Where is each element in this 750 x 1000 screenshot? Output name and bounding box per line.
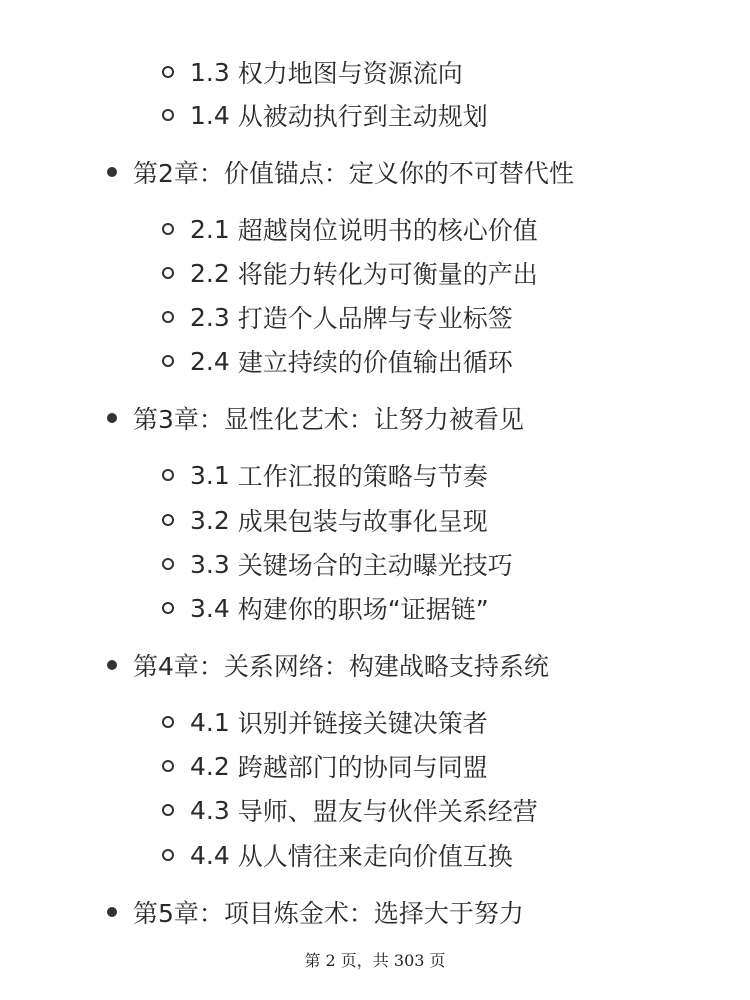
section-number: 2.1 [190,214,230,244]
hollow-bullet-icon [162,760,174,772]
chapter-title: 第2章：价值锚点：定义你的不可替代性 [133,159,574,188]
toc-section-4-3 [162,790,538,830]
section-number: 4.3 [190,795,230,825]
section-number: 1.4 [190,100,230,130]
section-title: 从被动执行到主动规划 [237,102,488,131]
chapter-title: 第5章：项目炼金术：选择大于努力 [133,899,524,928]
toc-section-2-3 [162,297,513,337]
section-number: 4.2 [190,751,230,781]
toc-section-4-2 [162,746,488,786]
section-title: 构建你的职场“证据链” [237,595,489,624]
section-title: 导师、盟友与伙伴关系经营 [237,797,538,826]
toc-section-3-4 [162,588,489,628]
section-title: 工作汇报的策略与节奏 [237,462,488,491]
solid-bullet-icon [107,167,117,177]
hollow-bullet-icon [162,558,174,570]
toc-chapter-5 [107,892,524,932]
section-number: 2.2 [190,258,230,288]
solid-bullet-icon [107,907,117,917]
toc-chapter-2 [107,152,574,192]
chapter-title: 第3章：显性化艺术：让努力被看见 [133,405,524,434]
section-title: 从人情往来走向价值互换 [237,842,513,871]
toc-section-2-2 [162,253,538,293]
toc-section-3-2 [162,500,488,540]
hollow-bullet-icon [162,716,174,728]
hollow-bullet-icon [162,804,174,816]
hollow-bullet-icon [162,223,174,235]
hollow-bullet-icon [162,109,174,121]
section-title: 打造个人品牌与专业标签 [237,304,513,333]
hollow-bullet-icon [162,355,174,367]
solid-bullet-icon [107,413,117,423]
toc-section-2-4 [162,341,513,381]
section-number: 2.3 [190,302,230,332]
section-number: 3.1 [190,460,230,490]
toc-section-2-1 [162,209,538,249]
toc-section-3-1 [162,455,488,495]
section-number: 3.4 [190,593,230,623]
page-number-footer: 第 2 页，共 303 页 [304,951,446,970]
section-number: 1.3 [190,57,230,87]
hollow-bullet-icon [162,66,174,78]
hollow-bullet-icon [162,267,174,279]
solid-bullet-icon [107,660,117,670]
section-title: 将能力转化为可衡量的产出 [237,260,538,289]
toc-section-4-4 [162,835,513,875]
toc-section-1-3 [162,52,463,92]
hollow-bullet-icon [162,602,174,614]
toc-section-3-3 [162,544,513,584]
toc-chapter-4 [107,645,549,685]
toc-chapter-3 [107,398,524,438]
section-number: 3.2 [190,505,230,535]
toc-section-4-1 [162,702,488,742]
section-title: 跨越部门的协同与同盟 [237,753,488,782]
section-title: 权力地图与资源流向 [237,59,463,88]
hollow-bullet-icon [162,311,174,323]
section-title: 超越岗位说明书的核心价值 [237,216,538,245]
section-title: 成果包装与故事化呈现 [237,507,488,536]
hollow-bullet-icon [162,514,174,526]
section-title: 识别并链接关键决策者 [237,709,488,738]
section-number: 3.3 [190,549,230,579]
hollow-bullet-icon [162,469,174,481]
hollow-bullet-icon [162,849,174,861]
section-number: 2.4 [190,346,230,376]
toc-section-1-4 [162,95,488,135]
chapter-title: 第4章：关系网络：构建战略支持系统 [133,652,549,681]
section-number: 4.4 [190,840,230,870]
section-number: 4.1 [190,707,230,737]
section-title: 关键场合的主动曝光技巧 [237,551,513,580]
section-title: 建立持续的价值输出循环 [237,348,513,377]
